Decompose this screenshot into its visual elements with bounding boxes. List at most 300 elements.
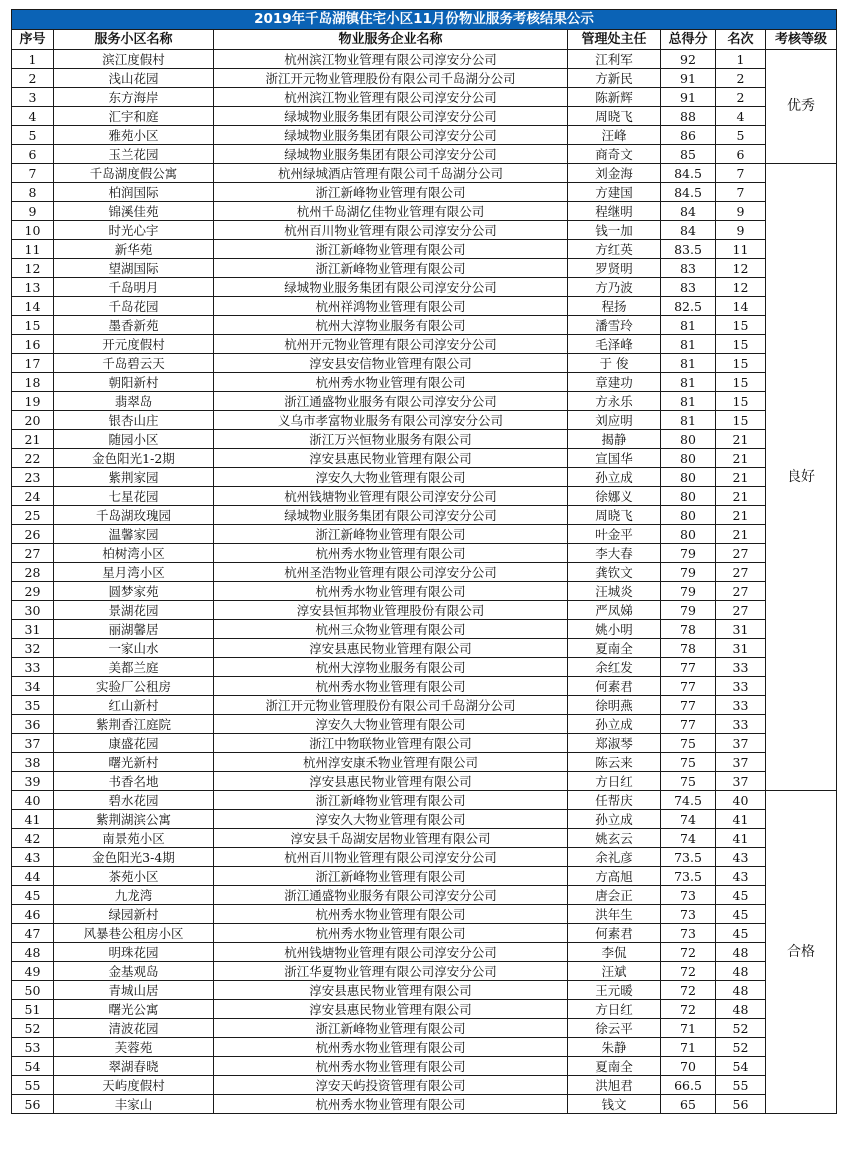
manager-name: 汪峰	[568, 126, 661, 145]
company-name: 浙江新峰物业管理有限公司	[214, 1019, 568, 1038]
row-index: 34	[12, 677, 54, 696]
rank: 15	[716, 411, 766, 430]
rank: 4	[716, 107, 766, 126]
table-row	[12, 525, 837, 544]
header-index: 序号	[12, 30, 54, 50]
header-manager: 管理处主任	[568, 30, 661, 50]
row-index: 36	[12, 715, 54, 734]
manager-name: 陈新辉	[568, 88, 661, 107]
rank: 54	[716, 1057, 766, 1076]
title-row	[12, 10, 837, 30]
row-index: 10	[12, 221, 54, 240]
rank: 52	[716, 1019, 766, 1038]
total-score: 72	[661, 1000, 716, 1019]
total-score: 74	[661, 829, 716, 848]
community-name: 墨香新苑	[54, 316, 214, 335]
total-score: 91	[661, 69, 716, 88]
company-name: 淳安久大物业管理有限公司	[214, 715, 568, 734]
community-name: 千岛湖度假公寓	[54, 164, 214, 183]
manager-name: 方红英	[568, 240, 661, 259]
community-name: 望湖国际	[54, 259, 214, 278]
row-index: 33	[12, 658, 54, 677]
community-name: 金色阳光1-2期	[54, 449, 214, 468]
total-score: 71	[661, 1038, 716, 1057]
rank: 33	[716, 658, 766, 677]
manager-name: 方乃波	[568, 278, 661, 297]
table-row	[12, 449, 837, 468]
table-row	[12, 734, 837, 753]
community-name: 时光心宇	[54, 221, 214, 240]
company-name: 淳安县千岛湖安居物业管理有限公司	[214, 829, 568, 848]
table-row	[12, 259, 837, 278]
row-index: 2	[12, 69, 54, 88]
rank: 15	[716, 354, 766, 373]
community-name: 芙蓉苑	[54, 1038, 214, 1057]
row-index: 39	[12, 772, 54, 791]
rank: 41	[716, 829, 766, 848]
table-row	[12, 88, 837, 107]
rank: 21	[716, 449, 766, 468]
table-row	[12, 981, 837, 1000]
row-index: 3	[12, 88, 54, 107]
rank: 12	[716, 278, 766, 297]
row-index: 50	[12, 981, 54, 1000]
total-score: 66.5	[661, 1076, 716, 1095]
community-name: 柏润国际	[54, 183, 214, 202]
manager-name: 周晓飞	[568, 107, 661, 126]
row-index: 45	[12, 886, 54, 905]
company-name: 杭州滨江物业管理有限公司淳安分公司	[214, 88, 568, 107]
table-row	[12, 696, 837, 715]
row-index: 25	[12, 506, 54, 525]
community-name: 康盛花园	[54, 734, 214, 753]
rank: 40	[716, 791, 766, 810]
manager-name: 于 俊	[568, 354, 661, 373]
total-score: 73.5	[661, 848, 716, 867]
row-index: 5	[12, 126, 54, 145]
manager-name: 徐娜义	[568, 487, 661, 506]
rank: 52	[716, 1038, 766, 1057]
community-name: 东方海岸	[54, 88, 214, 107]
rank: 21	[716, 468, 766, 487]
community-name: 红山新村	[54, 696, 214, 715]
community-name: 茶苑小区	[54, 867, 214, 886]
rank: 21	[716, 506, 766, 525]
community-name: 美都兰庭	[54, 658, 214, 677]
community-name: 锦溪佳苑	[54, 202, 214, 221]
total-score: 73	[661, 924, 716, 943]
rank: 5	[716, 126, 766, 145]
total-score: 85	[661, 145, 716, 164]
community-name: 九龙湾	[54, 886, 214, 905]
manager-name: 徐明燕	[568, 696, 661, 715]
community-name: 星月湾小区	[54, 563, 214, 582]
company-name: 绿城物业服务集团有限公司淳安分公司	[214, 506, 568, 525]
table-row	[12, 354, 837, 373]
table-row	[12, 297, 837, 316]
total-score: 80	[661, 525, 716, 544]
total-score: 78	[661, 639, 716, 658]
row-index: 14	[12, 297, 54, 316]
total-score: 81	[661, 335, 716, 354]
company-name: 杭州秀水物业管理有限公司	[214, 1095, 568, 1114]
community-name: 碧水花园	[54, 791, 214, 810]
manager-name: 孙立成	[568, 810, 661, 829]
row-index: 22	[12, 449, 54, 468]
community-name: 雅苑小区	[54, 126, 214, 145]
manager-name: 江利军	[568, 50, 661, 69]
company-name: 杭州秀水物业管理有限公司	[214, 544, 568, 563]
table-row	[12, 962, 837, 981]
company-name: 浙江开元物业管理股份有限公司千岛湖分公司	[214, 69, 568, 88]
company-name: 义乌市孝富物业服务有限公司淳安分公司	[214, 411, 568, 430]
table-row	[12, 316, 837, 335]
rank: 15	[716, 373, 766, 392]
rank: 11	[716, 240, 766, 259]
total-score: 81	[661, 354, 716, 373]
manager-name: 孙立成	[568, 715, 661, 734]
row-index: 11	[12, 240, 54, 259]
row-index: 41	[12, 810, 54, 829]
company-name: 绿城物业服务集团有限公司淳安分公司	[214, 145, 568, 164]
community-name: 景湖花园	[54, 601, 214, 620]
manager-name: 孙立成	[568, 468, 661, 487]
total-score: 80	[661, 430, 716, 449]
manager-name: 方高旭	[568, 867, 661, 886]
table-row	[12, 658, 837, 677]
row-index: 55	[12, 1076, 54, 1095]
total-score: 77	[661, 677, 716, 696]
community-name: 风暴巷公租房小区	[54, 924, 214, 943]
company-name: 杭州千岛湖亿佳物业管理有限公司	[214, 202, 568, 221]
total-score: 77	[661, 715, 716, 734]
company-name: 浙江新峰物业管理有限公司	[214, 525, 568, 544]
company-name: 浙江中物联物业管理有限公司	[214, 734, 568, 753]
row-index: 32	[12, 639, 54, 658]
table-row	[12, 392, 837, 411]
company-name: 浙江通盛物业服务有限公司淳安分公司	[214, 886, 568, 905]
company-name: 淳安县惠民物业管理有限公司	[214, 981, 568, 1000]
community-name: 翡翠岛	[54, 392, 214, 411]
table-row	[12, 487, 837, 506]
manager-name: 严凤娣	[568, 601, 661, 620]
company-name: 浙江新峰物业管理有限公司	[214, 867, 568, 886]
rank: 27	[716, 563, 766, 582]
company-name: 浙江新峰物业管理有限公司	[214, 183, 568, 202]
table-row	[12, 753, 837, 772]
row-index: 52	[12, 1019, 54, 1038]
header-rank: 名次	[716, 30, 766, 50]
table-row	[12, 829, 837, 848]
row-index: 9	[12, 202, 54, 221]
rank: 55	[716, 1076, 766, 1095]
community-name: 柏树湾小区	[54, 544, 214, 563]
rank: 21	[716, 487, 766, 506]
company-name: 淳安县惠民物业管理有限公司	[214, 1000, 568, 1019]
row-index: 56	[12, 1095, 54, 1114]
row-index: 26	[12, 525, 54, 544]
table-row	[12, 791, 837, 810]
table-row	[12, 886, 837, 905]
total-score: 80	[661, 506, 716, 525]
total-score: 83	[661, 278, 716, 297]
table-row	[12, 810, 837, 829]
total-score: 73	[661, 905, 716, 924]
rank: 14	[716, 297, 766, 316]
grade-cell: 合格	[766, 791, 837, 1114]
manager-name: 唐会正	[568, 886, 661, 905]
total-score: 77	[661, 696, 716, 715]
total-score: 74.5	[661, 791, 716, 810]
manager-name: 章建功	[568, 373, 661, 392]
manager-name: 刘金海	[568, 164, 661, 183]
manager-name: 余红发	[568, 658, 661, 677]
row-index: 4	[12, 107, 54, 126]
total-score: 86	[661, 126, 716, 145]
rank: 56	[716, 1095, 766, 1114]
manager-name: 洪年生	[568, 905, 661, 924]
community-name: 汇宇和庭	[54, 107, 214, 126]
rank: 27	[716, 601, 766, 620]
company-name: 淳安县安信物业管理有限公司	[214, 354, 568, 373]
community-name: 南景苑小区	[54, 829, 214, 848]
company-name: 杭州秀水物业管理有限公司	[214, 1057, 568, 1076]
manager-name: 钱一加	[568, 221, 661, 240]
total-score: 72	[661, 943, 716, 962]
total-score: 79	[661, 544, 716, 563]
rank: 15	[716, 335, 766, 354]
manager-name: 龚钦文	[568, 563, 661, 582]
row-index: 1	[12, 50, 54, 69]
rank: 6	[716, 145, 766, 164]
table-row	[12, 278, 837, 297]
company-name: 淳安县恒邦物业管理股份有限公司	[214, 601, 568, 620]
company-name: 淳安县惠民物业管理有限公司	[214, 772, 568, 791]
row-index: 7	[12, 164, 54, 183]
row-index: 17	[12, 354, 54, 373]
row-index: 16	[12, 335, 54, 354]
row-index: 12	[12, 259, 54, 278]
rank: 31	[716, 620, 766, 639]
manager-name: 方新民	[568, 69, 661, 88]
rank: 33	[716, 715, 766, 734]
company-name: 绿城物业服务集团有限公司淳安分公司	[214, 126, 568, 145]
row-index: 49	[12, 962, 54, 981]
manager-name: 宣国华	[568, 449, 661, 468]
table-row	[12, 1000, 837, 1019]
community-name: 圆梦家苑	[54, 582, 214, 601]
manager-name: 李大春	[568, 544, 661, 563]
header-community: 服务小区名称	[54, 30, 214, 50]
grade-cell: 良好	[766, 164, 837, 791]
company-name: 绿城物业服务集团有限公司淳安分公司	[214, 278, 568, 297]
table-row	[12, 145, 837, 164]
table-row	[12, 468, 837, 487]
row-index: 40	[12, 791, 54, 810]
row-index: 8	[12, 183, 54, 202]
community-name: 青城山居	[54, 981, 214, 1000]
company-name: 杭州大淳物业服务有限公司	[214, 658, 568, 677]
community-name: 玉兰花园	[54, 145, 214, 164]
total-score: 75	[661, 772, 716, 791]
community-name: 金基观岛	[54, 962, 214, 981]
community-name: 千岛湖玫瑰园	[54, 506, 214, 525]
rank: 15	[716, 392, 766, 411]
manager-name: 毛泽峰	[568, 335, 661, 354]
total-score: 81	[661, 392, 716, 411]
table-row	[12, 1076, 837, 1095]
row-index: 24	[12, 487, 54, 506]
rank: 48	[716, 981, 766, 1000]
row-index: 6	[12, 145, 54, 164]
company-name: 杭州三众物业管理有限公司	[214, 620, 568, 639]
table-row	[12, 677, 837, 696]
company-name: 杭州百川物业管理有限公司淳安分公司	[214, 221, 568, 240]
total-score: 80	[661, 468, 716, 487]
manager-name: 何素君	[568, 677, 661, 696]
row-index: 48	[12, 943, 54, 962]
rank: 41	[716, 810, 766, 829]
total-score: 84.5	[661, 183, 716, 202]
company-name: 杭州秀水物业管理有限公司	[214, 905, 568, 924]
company-name: 杭州祥鸿物业管理有限公司	[214, 297, 568, 316]
table-row	[12, 582, 837, 601]
total-score: 79	[661, 582, 716, 601]
company-name: 杭州秀水物业管理有限公司	[214, 677, 568, 696]
table-row	[12, 373, 837, 392]
total-score: 80	[661, 487, 716, 506]
company-name: 杭州滨江物业管理有限公司淳安分公司	[214, 50, 568, 69]
rank: 43	[716, 867, 766, 886]
rank: 37	[716, 753, 766, 772]
total-score: 75	[661, 753, 716, 772]
total-score: 83.5	[661, 240, 716, 259]
table-row	[12, 221, 837, 240]
row-index: 47	[12, 924, 54, 943]
manager-name: 姚小明	[568, 620, 661, 639]
table-row	[12, 848, 837, 867]
rank: 48	[716, 962, 766, 981]
rank: 33	[716, 677, 766, 696]
row-index: 51	[12, 1000, 54, 1019]
manager-name: 何素君	[568, 924, 661, 943]
row-index: 19	[12, 392, 54, 411]
table-row	[12, 164, 837, 183]
total-score: 81	[661, 316, 716, 335]
table-row	[12, 335, 837, 354]
table-row	[12, 50, 837, 69]
community-name: 七星花园	[54, 487, 214, 506]
rank: 27	[716, 544, 766, 563]
table-row	[12, 563, 837, 582]
total-score: 84	[661, 221, 716, 240]
rank: 48	[716, 943, 766, 962]
company-name: 杭州钱塘物业管理有限公司淳安分公司	[214, 487, 568, 506]
community-name: 曙光公寓	[54, 1000, 214, 1019]
table-row	[12, 943, 837, 962]
manager-name: 揭静	[568, 430, 661, 449]
row-index: 46	[12, 905, 54, 924]
community-name: 丰家山	[54, 1095, 214, 1114]
company-name: 浙江新峰物业管理有限公司	[214, 259, 568, 278]
company-name: 浙江开元物业管理股份有限公司千岛湖分公司	[214, 696, 568, 715]
rank: 45	[716, 886, 766, 905]
table-title: 2019年千岛湖镇住宅小区11月份物业服务考核结果公示	[12, 10, 837, 30]
row-index: 18	[12, 373, 54, 392]
company-name: 杭州绿城酒店管理有限公司千岛湖分公司	[214, 164, 568, 183]
manager-name: 夏南全	[568, 1057, 661, 1076]
total-score: 75	[661, 734, 716, 753]
community-name: 绿园新村	[54, 905, 214, 924]
rank: 9	[716, 202, 766, 221]
company-name: 淳安县惠民物业管理有限公司	[214, 639, 568, 658]
row-index: 30	[12, 601, 54, 620]
table-row	[12, 715, 837, 734]
company-name: 淳安久大物业管理有限公司	[214, 468, 568, 487]
community-name: 紫荆湖滨公寓	[54, 810, 214, 829]
manager-name: 姚玄云	[568, 829, 661, 848]
rank: 37	[716, 734, 766, 753]
table-row	[12, 430, 837, 449]
rank: 31	[716, 639, 766, 658]
community-name: 千岛明月	[54, 278, 214, 297]
company-name: 杭州开元物业管理有限公司淳安分公司	[214, 335, 568, 354]
manager-name: 钱文	[568, 1095, 661, 1114]
company-name: 杭州淳安康禾物业管理有限公司	[214, 753, 568, 772]
manager-name: 李侃	[568, 943, 661, 962]
rank: 15	[716, 316, 766, 335]
table-row	[12, 240, 837, 259]
manager-name: 汪城炎	[568, 582, 661, 601]
total-score: 78	[661, 620, 716, 639]
table-row	[12, 639, 837, 658]
rank: 7	[716, 183, 766, 202]
community-name: 千岛碧云天	[54, 354, 214, 373]
table-row	[12, 772, 837, 791]
total-score: 92	[661, 50, 716, 69]
manager-name: 刘应明	[568, 411, 661, 430]
table-row	[12, 183, 837, 202]
total-score: 79	[661, 563, 716, 582]
row-index: 53	[12, 1038, 54, 1057]
total-score: 74	[661, 810, 716, 829]
manager-name: 叶金平	[568, 525, 661, 544]
row-index: 37	[12, 734, 54, 753]
community-name: 天屿度假村	[54, 1076, 214, 1095]
manager-name: 郑淑琴	[568, 734, 661, 753]
community-name: 千岛花园	[54, 297, 214, 316]
company-name: 浙江新峰物业管理有限公司	[214, 791, 568, 810]
row-index: 27	[12, 544, 54, 563]
total-score: 81	[661, 411, 716, 430]
company-name: 杭州秀水物业管理有限公司	[214, 582, 568, 601]
rank: 12	[716, 259, 766, 278]
community-name: 一家山水	[54, 639, 214, 658]
company-name: 杭州秀水物业管理有限公司	[214, 924, 568, 943]
company-name: 杭州秀水物业管理有限公司	[214, 1038, 568, 1057]
total-score: 72	[661, 981, 716, 1000]
manager-name: 程扬	[568, 297, 661, 316]
row-index: 23	[12, 468, 54, 487]
manager-name: 程继明	[568, 202, 661, 221]
total-score: 73	[661, 886, 716, 905]
rank: 48	[716, 1000, 766, 1019]
table-row	[12, 107, 837, 126]
rank: 45	[716, 924, 766, 943]
manager-name: 商奇文	[568, 145, 661, 164]
manager-name: 方日红	[568, 772, 661, 791]
rank: 45	[716, 905, 766, 924]
